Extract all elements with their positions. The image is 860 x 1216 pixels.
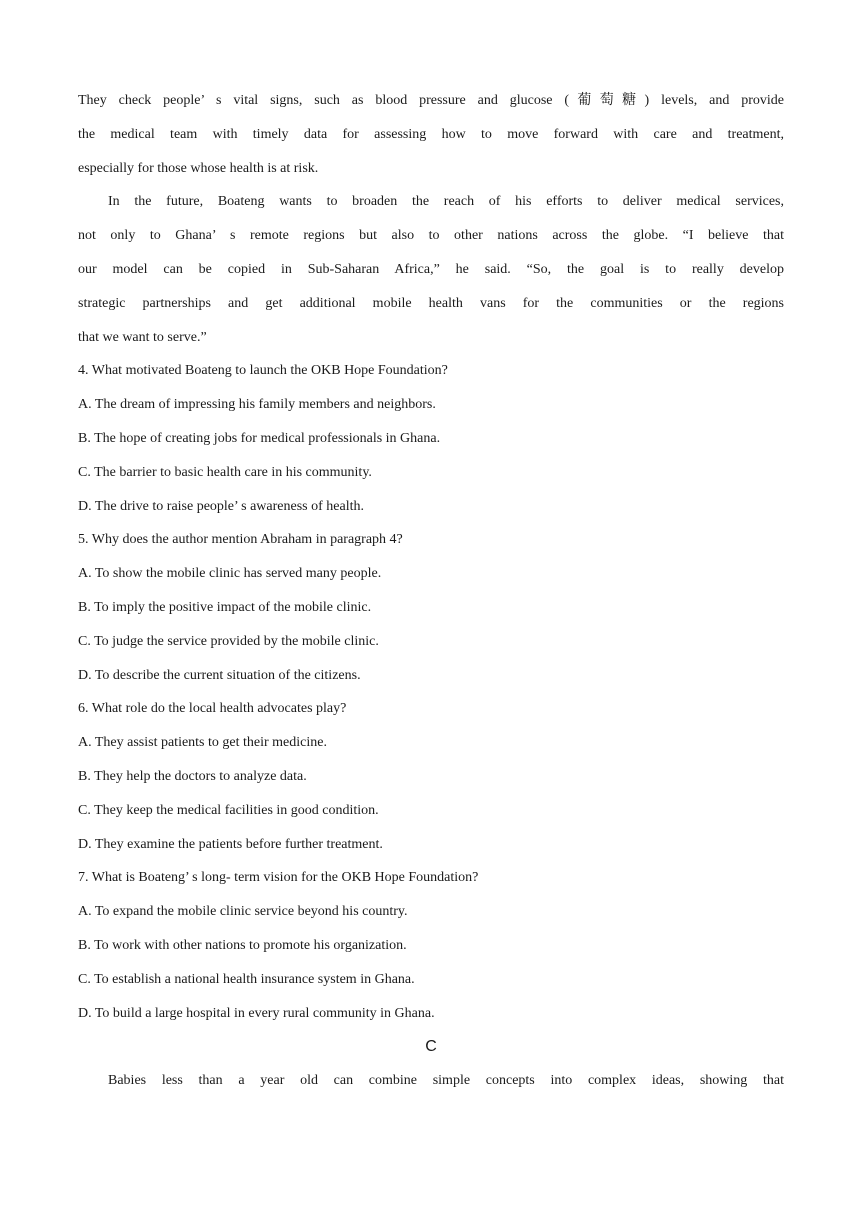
question-stem: 6. What role do the local health advocates play? bbox=[78, 701, 347, 717]
option-b: B. The hope of creating jobs for medical professionals in Ghana. bbox=[78, 430, 441, 446]
option-d: D. The drive to raise people’ s awareness of health. bbox=[78, 498, 364, 514]
option-c: C. They keep the medical facilities in good condition. bbox=[78, 802, 379, 818]
passage-b-line-3: especially for those whose health is at risk. bbox=[78, 160, 319, 176]
question-4 bbox=[78, 354, 784, 523]
future-paragraph-line-2: not only to Ghana’ s remote regions but also to other nations across the globe. “I believe that bbox=[78, 228, 784, 244]
option-a: A. The dream of impressing his family members and neighbors. bbox=[78, 397, 436, 413]
section-c-first-line: Babies less than a year old can combine simple concepts into complex ideas, showing that bbox=[108, 1073, 784, 1089]
option-a: A. To show the mobile clinic has served many people. bbox=[78, 566, 382, 582]
option-c: C. To judge the service provided by the mobile clinic. bbox=[78, 633, 379, 649]
option-a: A. They assist patients to get their medicine. bbox=[78, 735, 327, 751]
option-d: D. To describe the current situation of the citizens. bbox=[78, 667, 361, 683]
question-6 bbox=[78, 692, 784, 861]
passage-b-line-1: They check people’ s vital signs, such as blood pressure and glucose (葡萄糖) levels, and provide bbox=[78, 93, 784, 108]
option-c: C. To establish a national health insurance system in Ghana. bbox=[78, 971, 415, 987]
option-b: B. To imply the positive impact of the mobile clinic. bbox=[78, 599, 372, 615]
question-stem: 5. Why does the author mention Abraham in paragraph 4? bbox=[78, 532, 403, 548]
passage-b-line-2: the medical team with timely data for assessing how to move forward with care and treatment, bbox=[78, 126, 784, 142]
future-paragraph-line-5: that we want to serve.” bbox=[78, 329, 207, 345]
future-paragraph-line-3: our model can be copied in Sub-Saharan Africa,” he said. “So, the goal is to really develop bbox=[78, 261, 784, 277]
section-heading: C bbox=[425, 1038, 437, 1056]
option-b: B. To work with other nations to promote his organization. bbox=[78, 937, 407, 953]
question-7 bbox=[78, 861, 784, 1030]
option-d: D. To build a large hospital in every rural community in Ghana. bbox=[78, 1005, 435, 1021]
question-stem: 4. What motivated Boateng to launch the OKB Hope Foundation? bbox=[78, 363, 448, 379]
document-page bbox=[78, 84, 784, 1098]
future-paragraph-line-4: strategic partnerships and get additional mobile health vans for the communities or the regions bbox=[78, 295, 784, 311]
option-c: C. The barrier to basic health care in his community. bbox=[78, 464, 372, 480]
question-5 bbox=[78, 523, 784, 692]
future-paragraph-line-1: In the future, Boateng wants to broaden the reach of his efforts to deliver medical services, bbox=[108, 194, 784, 210]
option-a: A. To expand the mobile clinic service beyond his country. bbox=[78, 904, 408, 920]
option-b: B. They help the doctors to analyze data. bbox=[78, 768, 307, 784]
option-d: D. They examine the patients before further treatment. bbox=[78, 836, 383, 852]
question-stem: 7. What is Boateng’ s long- term vision for the OKB Hope Foundation? bbox=[78, 870, 479, 886]
